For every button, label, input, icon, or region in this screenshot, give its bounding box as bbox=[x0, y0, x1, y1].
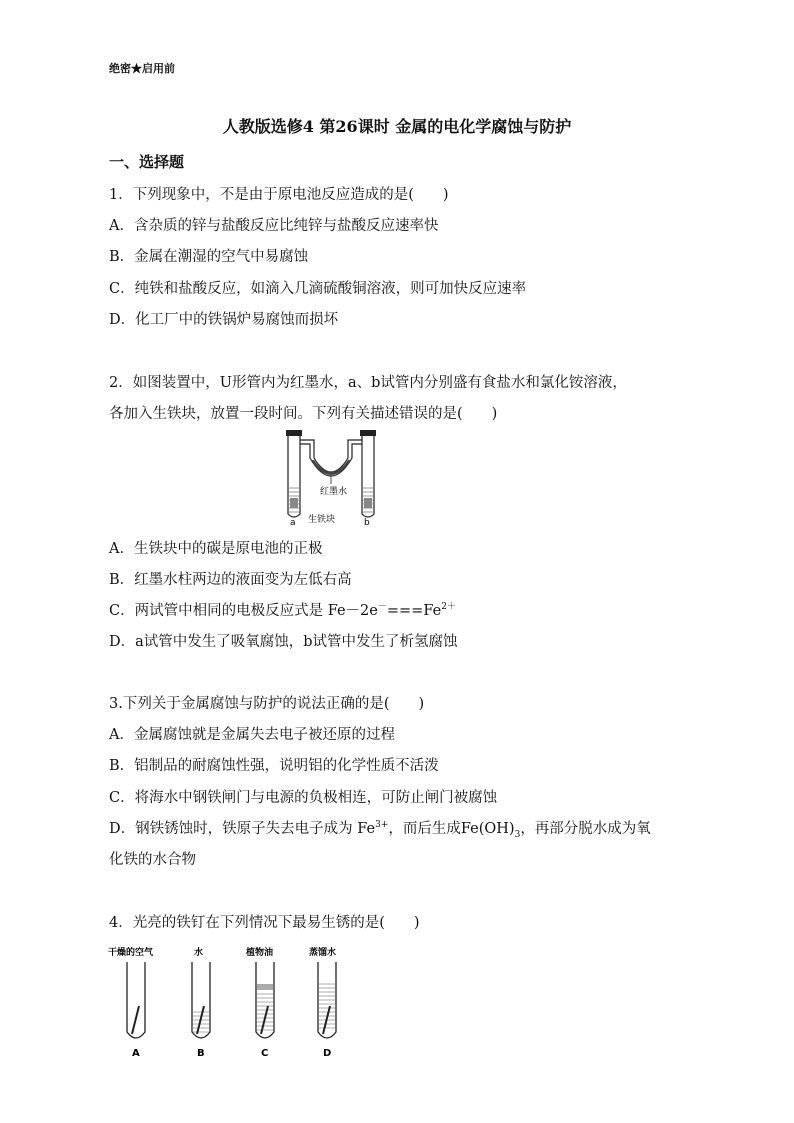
q1-option-a: A．含杂质的锌与盐酸反应比纯锌与盐酸反应速率快 bbox=[109, 218, 439, 234]
tube-letter-a: A bbox=[132, 1048, 140, 1059]
q1-stem: 1．下列现象中，不是由于原电池反应造成的是( ) bbox=[109, 187, 449, 203]
tube-b bbox=[192, 962, 210, 1038]
oil-layer bbox=[257, 984, 273, 990]
q1-option-d: D．化工厂中的铁锅炉易腐蚀而损坏 bbox=[109, 312, 339, 328]
q3-option-b: B．铝制品的耐腐蚀性强，说明铝的化学性质不活泼 bbox=[109, 758, 439, 774]
q3-option-d-cont: 化铁的水合物 bbox=[109, 852, 196, 868]
q1-option-c: C．纯铁和盐酸反应，如滴入几滴硫酸铜溶液，则可加快反应速率 bbox=[109, 281, 527, 297]
iron-label: 生铁块 bbox=[308, 515, 336, 525]
left-stopper bbox=[286, 430, 302, 436]
q2-stem-line1: 2．如图装置中，U形管内为红墨水，a、b试管内分别盛有食盐水和氯化铵溶液， bbox=[109, 375, 627, 391]
q3-option-c: C．将海水中钢铁闸门与电源的负极相连，可防止闸门被腐蚀 bbox=[109, 790, 498, 806]
q3-option-a: A．金属腐蚀就是金属失去电子被还原的过程 bbox=[109, 727, 395, 743]
q4-stem: 4．光亮的铁钉在下列情况下最易生锈的是( ) bbox=[109, 915, 420, 931]
tube-a bbox=[127, 962, 145, 1038]
q2-option-a: A．生铁块中的碳是原电池的正极 bbox=[109, 541, 323, 557]
tube-b-label: b bbox=[364, 518, 370, 526]
tube-label-c: 植物油 bbox=[246, 948, 274, 958]
tube-a-label: a bbox=[290, 518, 296, 526]
tube-d bbox=[318, 962, 336, 1038]
test-tubes-figure bbox=[108, 944, 348, 1060]
u-tube-inner bbox=[300, 444, 362, 476]
q2-stem-line2: 各加入生铁块，放置一段时间。下列有关描述错误的是( ) bbox=[109, 406, 498, 422]
left-iron-block bbox=[290, 498, 298, 508]
tube-label-a: 干燥的空气 bbox=[108, 948, 154, 958]
section-heading: 一、选择题 bbox=[109, 153, 185, 171]
tube-c bbox=[256, 962, 274, 1038]
tube-label-d: 蒸馏水 bbox=[309, 948, 337, 958]
tube-letter-c: C bbox=[261, 1048, 269, 1059]
u-tube-figure bbox=[278, 428, 384, 526]
q2-option-b: B．红墨水柱两边的液面变为左低右高 bbox=[109, 572, 352, 588]
q2-option-c: C．两试管中相同的电极反应式是 $Fe-2e^-===Fe^{2+}$ bbox=[109, 602, 456, 619]
q3-stem: 3.下列关于金属腐蚀与防护的说法正确的是( ) bbox=[109, 696, 425, 712]
right-iron-block bbox=[364, 498, 372, 508]
right-stopper bbox=[360, 430, 376, 436]
page-title: 人教版选修4 第26课时 金属的电化学腐蚀与防护 bbox=[222, 117, 572, 136]
q2-option-d: D．a试管中发生了吸氧腐蚀，b试管中发生了析氢腐蚀 bbox=[109, 634, 458, 650]
tube-label-b: 水 bbox=[194, 948, 204, 958]
q1-option-b: B．金属在潮湿的空气中易腐蚀 bbox=[109, 249, 309, 265]
secret-mark: 绝密★启用前 bbox=[109, 62, 175, 75]
u-tube-outer bbox=[300, 440, 362, 472]
q3-option-d: D．钢铁锈蚀时，铁原子失去电子成为 $Fe^{3+}$，而后生成$Fe(OH)_3$，再部分脱水成为氧 bbox=[109, 820, 651, 840]
tube-letter-d: D bbox=[323, 1048, 332, 1059]
ink-label: 红墨水 bbox=[320, 487, 348, 497]
tube-letter-b: B bbox=[197, 1048, 205, 1059]
